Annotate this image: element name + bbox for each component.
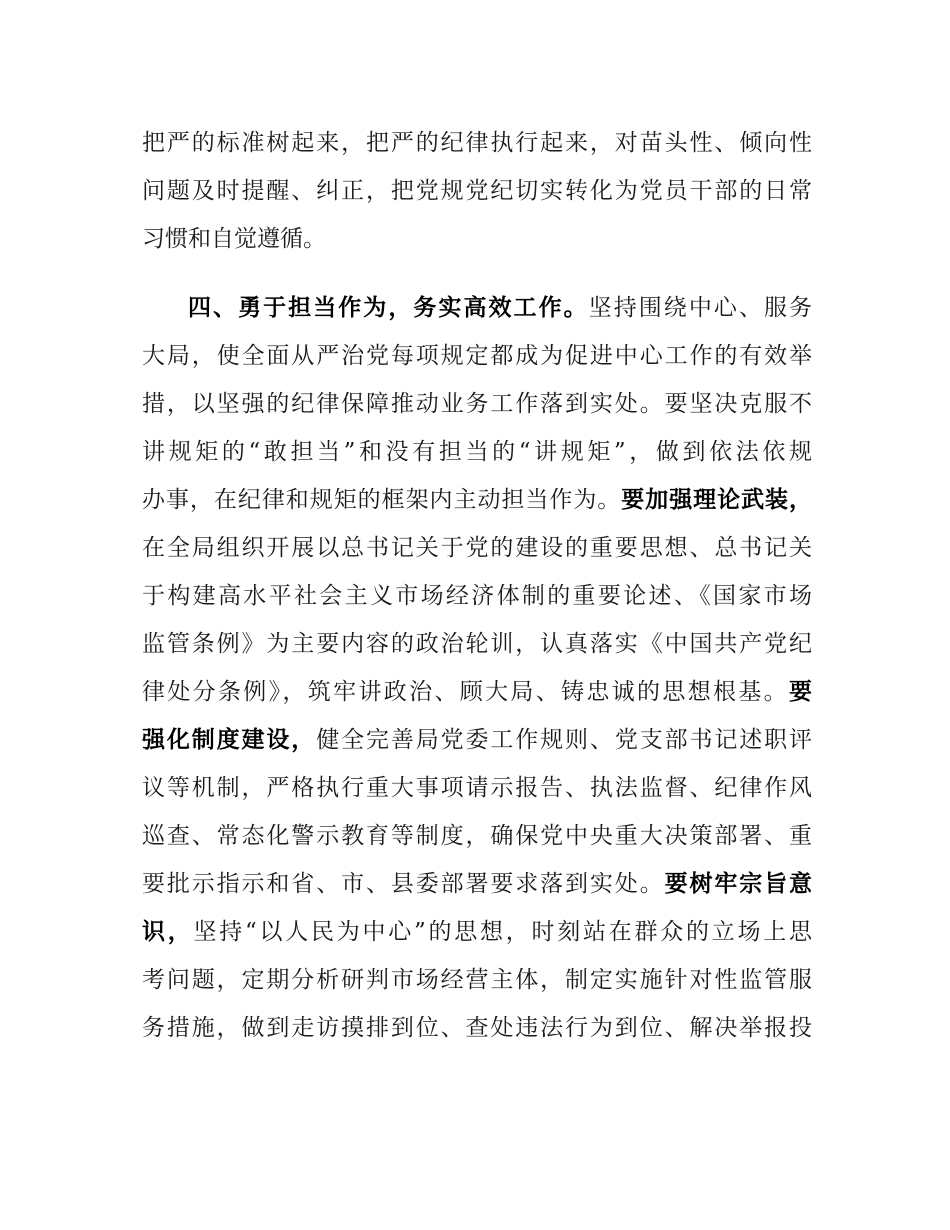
text-line: 把严的标准树起来，把严的纪律执行起来，对苗头性、倾向性 [142, 130, 812, 156]
text-line [142, 476, 812, 524]
text-line: 务措施，做到走访摸排到位、查处违法行为到位、解决举报投 [142, 1015, 812, 1041]
bold-phrase: 要加强理论武装， [621, 487, 813, 513]
inline-text: 健全完善局党委工作规则、党支部书记述职评 [316, 727, 813, 753]
text-line: 习惯和自觉遵循。 [142, 226, 326, 252]
text-line: 措，以坚强的纪律保障推动业务工作落到实处。要坚决克服不 [142, 391, 812, 417]
text-line: 大局，使全面从严治党每项规定都成为促进中心工作的有效举 [142, 343, 812, 369]
inline-text: 律处分条例》，筑牢讲政治、顾大局、铸忠诚的思想根基。 [142, 679, 789, 705]
inline-text: 坚持围绕中心、服务 [588, 295, 813, 321]
text-line [142, 284, 812, 332]
text-line: 于构建高水平社会主义市场经济体制的重要论述、《国家市场 [142, 583, 812, 609]
text-line: 监管条例》为主要内容的政治轮训，认真落实《中国共产党纪 [142, 631, 812, 657]
inline-text: 办事，在纪律和规矩的框架内主动担当作为。 [142, 487, 622, 513]
text-line [142, 668, 812, 716]
inline-text: 要批示指示和省、市、县委部署要求落到实处。 [142, 871, 665, 897]
text-line: 巡查、常态化警示教育等制度，确保党中央重大决策部署、重 [142, 823, 812, 849]
text-line: 议等机制，严格执行重大事项请示报告、执法监督、纪律作风 [142, 775, 812, 801]
inline-text: 坚持“以人民为中心”的思想，时刻站在群众的立场上思 [193, 919, 812, 945]
text-line [142, 860, 812, 908]
bold-phrase: 强化制度建设， [142, 727, 317, 753]
text-line: 在全局组织开展以总书记关于党的建设的重要思想、总书记关 [142, 535, 812, 561]
paragraph-continuation [142, 119, 812, 263]
paragraph-section-four [142, 284, 812, 1052]
text-line [142, 716, 812, 764]
bold-phrase: 要树牢宗旨意 [664, 871, 813, 897]
text-line: 讲规矩的“敢担当”和没有担当的“讲规矩”，做到依法依规 [142, 439, 812, 465]
section-heading: 四、勇于担当作为，务实高效工作。 [188, 295, 589, 321]
text-line: 问题及时提醒、纠正，把党规党纪切实转化为党员干部的日常 [142, 178, 812, 204]
bold-phrase: 要 [789, 679, 812, 705]
text-line [142, 908, 812, 956]
text-line: 考问题，定期分析研判市场经营主体，制定实施针对性监管服 [142, 967, 812, 993]
bold-phrase: 识， [142, 919, 194, 945]
